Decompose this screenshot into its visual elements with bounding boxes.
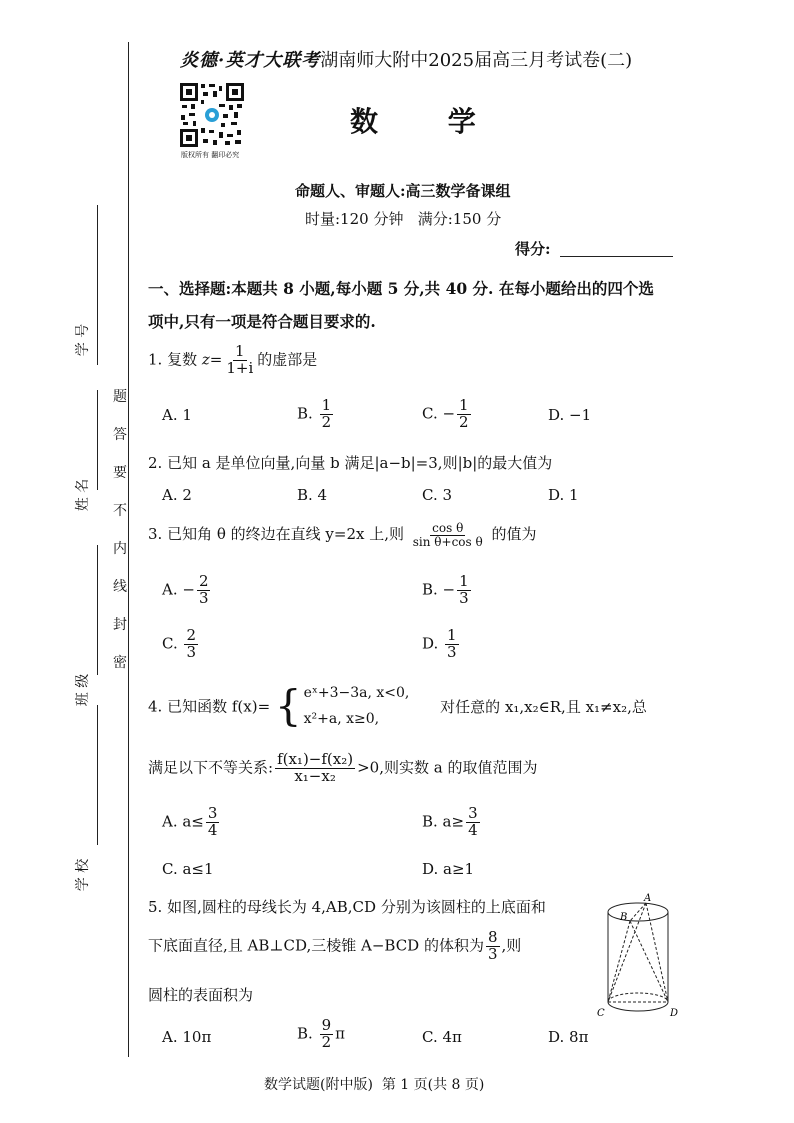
q1-option-d[interactable]: D. −1 bbox=[548, 406, 592, 424]
student-id-line bbox=[97, 205, 98, 365]
q5-line3: 圆柱的表面积为 bbox=[148, 986, 254, 1004]
name-line bbox=[97, 390, 98, 490]
section1-line2: 项中,只有一项是符合题目要求的. bbox=[148, 312, 376, 331]
q3-fraction: $\frac{\text{cos θ}}{\text{sin θ+cos θ}}$ bbox=[412, 521, 483, 549]
q5-option-d[interactable]: D. 8π bbox=[548, 1028, 589, 1046]
q5-line2: 下底面直径,且 AB⊥CD,三棱锥 A−BCD 的体积为 $\frac{8}{3}$ ,则 bbox=[148, 928, 522, 963]
q5-option-a[interactable]: A. 10π bbox=[162, 1028, 212, 1046]
student-id-label: 学 号 bbox=[75, 323, 92, 357]
q1-stem: 1. 复数 z= $\frac{1}{1+i}$ 的虚部是 bbox=[148, 342, 318, 377]
score-label: 得分: bbox=[515, 240, 551, 258]
figure-label-c: C bbox=[597, 1008, 605, 1019]
q1-option-a[interactable]: A. 1 bbox=[162, 406, 192, 424]
q4-option-a[interactable]: A. a≤ $\frac{3}{4}$ bbox=[162, 804, 218, 839]
school-label: 学 校 bbox=[75, 858, 92, 892]
school-line bbox=[97, 705, 98, 845]
exam-header bbox=[180, 46, 632, 72]
seal-text: 题 答 要 不 内 线 封 密 bbox=[113, 389, 127, 671]
q2-option-b[interactable]: B. 4 bbox=[297, 486, 328, 504]
q2-option-d[interactable]: D. 1 bbox=[548, 486, 579, 504]
q4-option-c[interactable]: C. a≤1 bbox=[162, 860, 214, 878]
q3-option-d[interactable]: D. $\frac{1}{3}$ bbox=[422, 626, 457, 661]
cylinder-figure bbox=[596, 892, 682, 1020]
brand: 炎德·英才大联考 bbox=[180, 50, 321, 71]
q1-fraction: $\frac{1}{1+i}$ bbox=[226, 342, 254, 377]
figure-label-d: D bbox=[670, 1008, 679, 1019]
q3-option-c[interactable]: C. $\frac{2}{3}$ bbox=[162, 626, 197, 661]
q1-option-c[interactable]: C. − $\frac{1}{2}$ bbox=[422, 396, 469, 431]
figure-label-a: A bbox=[644, 893, 652, 904]
class-line bbox=[97, 545, 98, 675]
time-score: 时量:120 分钟 满分:150 分 bbox=[305, 210, 502, 228]
section1-line1: 一、选择题:本题共 8 小题,每小题 5 分,共 40 分. 在每小题给出的四个选 bbox=[148, 279, 654, 298]
q1-option-b[interactable]: B. $\frac{1}{2}$ bbox=[297, 396, 332, 431]
q2-option-c[interactable]: C. 3 bbox=[422, 486, 453, 504]
name-label: 姓 名 bbox=[75, 478, 92, 512]
binding-line bbox=[128, 42, 129, 1057]
q5-option-c[interactable]: C. 4π bbox=[422, 1028, 462, 1046]
q3-stem: 3. 已知角 θ 的终边在直线 y=2x 上,则 $\frac{\text{cos θ}}{\text{sin θ+cos θ}}$ 的值为 bbox=[148, 521, 537, 549]
q2-option-a[interactable]: A. 2 bbox=[162, 486, 192, 504]
score-blank[interactable] bbox=[560, 256, 673, 257]
exam-title: 湖南师大附中2025届高三月考试卷(二) bbox=[320, 50, 633, 71]
qr-code bbox=[179, 82, 245, 148]
q5-option-b[interactable]: B. $\frac{9}{2}$ π bbox=[297, 1016, 345, 1051]
authors: 命题人、审题人:高三数学备课组 bbox=[295, 182, 511, 200]
q4-stem: 4. 已知函数 f(x)= { eˣ+3−3a, x<0, x²+a, x≥0, 对任意的 x₁,x₂∈R,且 x₁≠x₂,总 bbox=[148, 681, 647, 730]
q3-option-b[interactable]: B. − $\frac{1}{3}$ bbox=[422, 572, 469, 607]
qr-caption: 版权所有 翻印必究 bbox=[181, 151, 240, 159]
q3-option-a[interactable]: A. − $\frac{2}{3}$ bbox=[162, 572, 209, 607]
q4-option-b[interactable]: B. a≥ $\frac{3}{4}$ bbox=[422, 804, 478, 839]
q4-fraction: $\frac{\text{f(x₁)−f(x₂)}}{\text{x₁−x₂}}$ bbox=[277, 750, 354, 785]
subject-title: 数 学 bbox=[350, 105, 506, 138]
figure-label-b: B bbox=[620, 912, 628, 923]
q5-line1: 5. 如图,圆柱的母线长为 4,AB,CD 分别为该圆柱的上底面和 bbox=[148, 898, 546, 916]
q2-stem: 2. 已知 a 是单位向量,向量 b 满足|a−b|=3,则|b|的最大值为 bbox=[148, 454, 553, 472]
q4-piecewise: { eˣ+3−3a, x<0, x²+a, x≥0, bbox=[274, 681, 410, 730]
page-footer: 数学试题(附中版) 第 1 页(共 8 页) bbox=[264, 1077, 485, 1093]
class-label: 班 级 bbox=[75, 673, 92, 707]
q4-option-d[interactable]: D. a≥1 bbox=[422, 860, 475, 878]
q4-line2: 满足以下不等关系: $\frac{\text{f(x₁)−f(x₂)}}{\text{x₁−x₂}}$ >0,则实数 a 的取值范围为 bbox=[148, 750, 538, 785]
